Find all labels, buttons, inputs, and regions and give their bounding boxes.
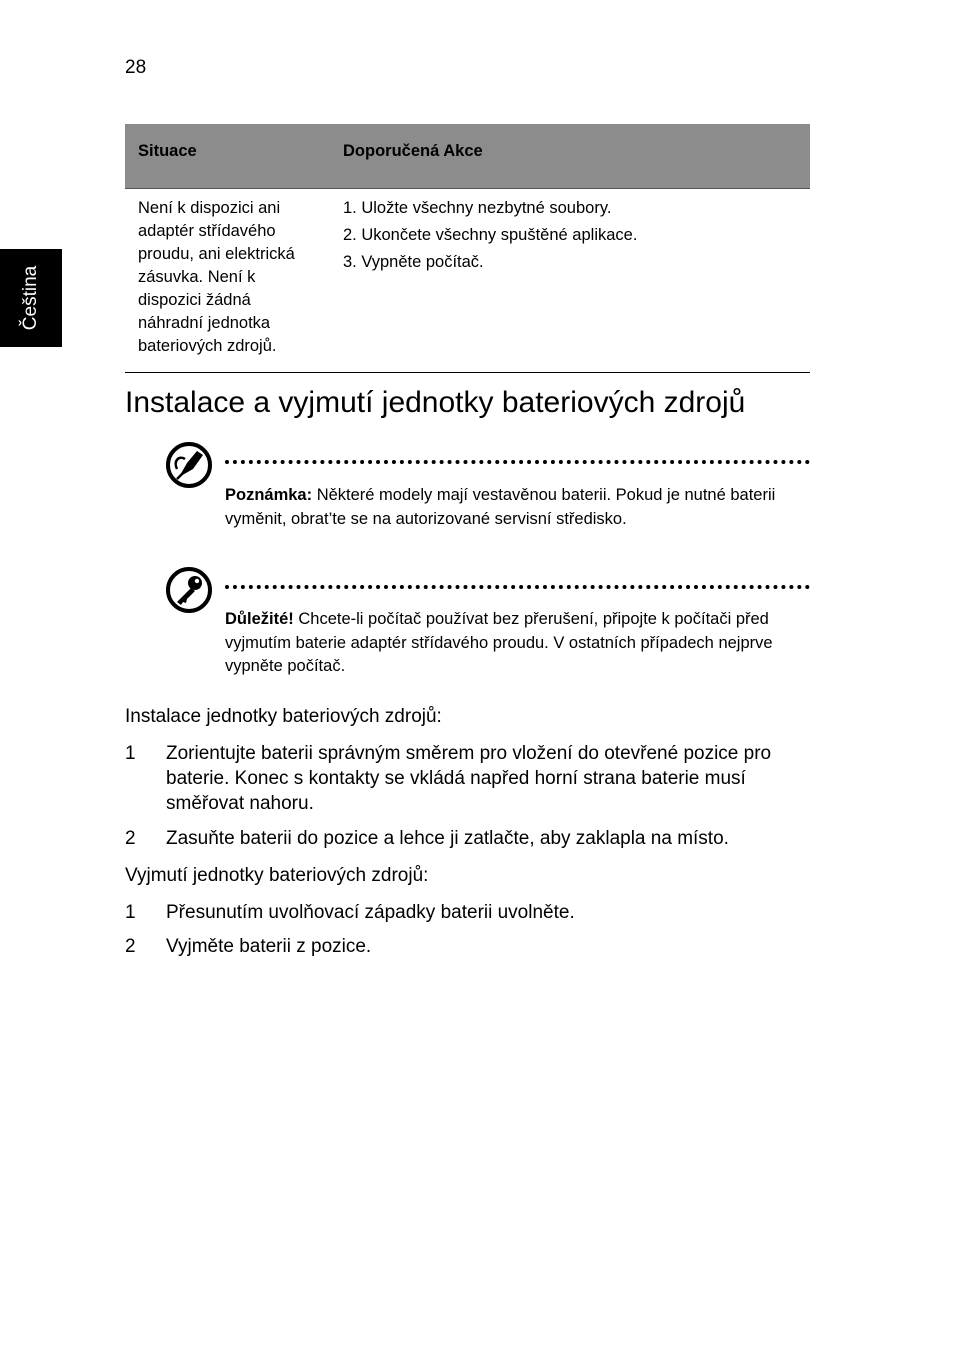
action-item: 1. Uložte všechny nezbytné soubory. [343,199,612,217]
important-label: Důležité! [225,610,294,628]
section-title: Instalace a vyjmutí jednotky bateriových zdrojů [125,386,746,419]
page-number: 28 [125,57,147,78]
install-intro: Instalace jednotky bateriových zdrojů: [125,706,442,727]
list-item [125,934,805,959]
important-key-icon [165,566,213,614]
action-item: 3. Vypněte počítač. [343,253,484,271]
header-action: Doporučená Akce [330,124,810,189]
language-tab [0,249,62,347]
step-text: Zasuňte baterii do pozice a lehce ji zatlačte, aby zaklapla na místo. [166,828,729,849]
note-label: Poznámka: [225,486,313,504]
note-body: Některé modely mají vestavěnou baterii. Pokud je nutné baterii vyměnit, obrat’te se na autorizované servisní středisko. [225,486,776,528]
table-header-row [125,124,810,189]
list-item [125,900,805,925]
situation-action-table [125,124,810,373]
step-number: 1 [125,743,136,764]
important-text [225,608,790,679]
header-situation: Situace [125,124,330,189]
step-number: 2 [125,936,136,957]
list-item [125,826,805,851]
remove-intro: Vyjmutí jednotky bateriových zdrojů: [125,865,429,886]
note-pen-icon [165,441,213,489]
step-number: 1 [125,902,136,923]
action-item: 2. Ukončete všechny spuštěné aplikace. [343,226,638,244]
important-box [165,566,810,686]
language-tab-label: Čeština [20,265,42,331]
note-text [225,484,790,531]
step-text: Přesunutím uvolňovací západky baterii uvolněte. [166,902,575,923]
action-cell [330,189,810,373]
step-text: Zorientujte baterii správným směrem pro vložení do otevřené pozice pro baterie. Konec s kontakty se vkládá napřed horní strana baterie musí směřovat nahoru. [166,743,772,814]
situation-cell: Není k dispozici ani adaptér střídavého proudu, ani elektrická zásuvka. Není k dispozici žádná náhradní jednotka bateriových zdrojů. [125,189,330,373]
list-item [125,741,805,816]
note-divider [225,460,810,464]
action-list [343,197,798,274]
step-text: Vyjměte baterii z pozice. [166,936,372,957]
step-number: 2 [125,828,136,849]
important-body: Chcete-li počítač používat bez přerušení, připojte k počítači před vyjmutím baterie adaptér střídavého proudu. V ostatních případech nejprve vypněte počítač. [225,610,773,675]
important-divider [225,585,810,589]
table-row [125,189,810,373]
note-box [165,441,810,541]
